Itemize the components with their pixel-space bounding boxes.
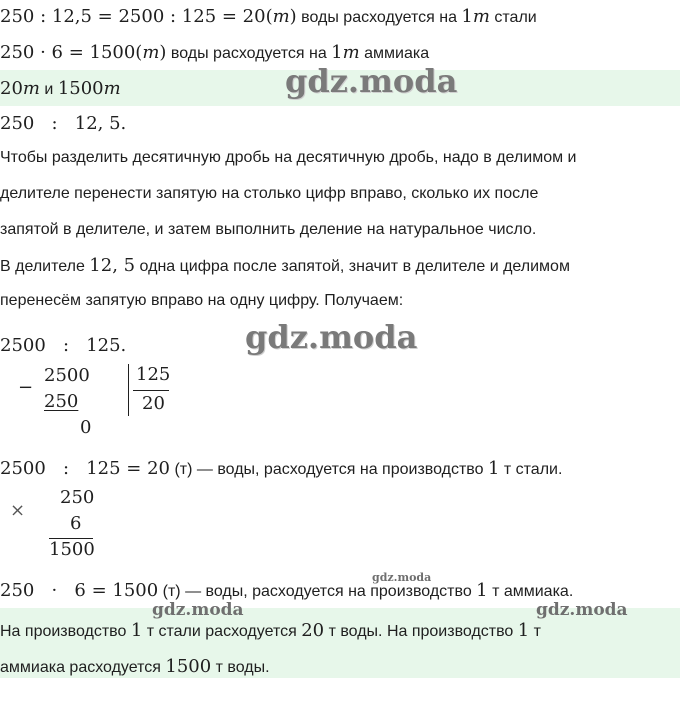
division-dividend: 2500: [44, 365, 90, 386]
watermark-logo: gdz.moda: [245, 318, 418, 356]
multiplication-factor-b: 6: [70, 513, 82, 534]
explanation-line-2: перенесём запятую вправо на одну цифру. Получаем:: [0, 292, 404, 309]
rule-line-2: делителе перенести запятую на столько цифр вправо, сколько их после: [0, 185, 539, 202]
watermark-logo: gdz.moda: [285, 62, 458, 100]
multiplication-product: 1500: [49, 539, 95, 560]
watermark-logo: gdz.moda: [372, 571, 432, 584]
result-steel: 2500 : 125 = 20 (т) — воды, расходуется на производство 1 т стали.: [0, 458, 563, 479]
division-minus-sign: −: [18, 377, 34, 398]
multiplication-sign: ×: [10, 500, 26, 521]
short-answer: 20m и 1500m: [0, 78, 121, 99]
final-answer-line-1: На производство 1 т стали расходуется 20 т воды. На производство 1 т: [0, 620, 541, 641]
rule-line-3: запятой в делителе, и затем выполнить деление на натуральное число.: [0, 221, 537, 238]
division-vertical-bar: [128, 364, 129, 416]
calc-line-water-per-ammonia: 250 · 6 = 1500(m) воды расходуется на 1m аммиака: [0, 42, 430, 63]
expression-transformed: 2500 : 125.: [0, 335, 127, 356]
result-ammonia: 250 · 6 = 1500 (т) — воды, расходуется на производство 1 т аммиака.: [0, 580, 574, 601]
rule-line-1: Чтобы разделить десятичную дробь на десятичную дробь, надо в делимом и: [0, 149, 577, 166]
division-subtrahend: 250: [44, 391, 79, 412]
division-quotient: 20: [142, 393, 165, 414]
calc-line-water-per-steel: 250 : 12,5 = 2500 : 125 = 20(m) воды расходуется на 1m стали: [0, 6, 537, 27]
watermark-logo: gdz.moda: [152, 600, 244, 620]
explanation-line-1: В делителе 12, 5 одна цифра после запятой, значит в делителе и делимом: [0, 255, 570, 276]
final-answer-line-2: аммиака расходуется 1500 т воды.: [0, 656, 270, 677]
watermark-logo: gdz.moda: [536, 600, 628, 620]
multiplication-factor-a: 250: [60, 487, 95, 508]
division-divisor: 125: [136, 364, 171, 385]
expression-original: 250 : 12, 5.: [0, 113, 127, 134]
division-remainder: 0: [80, 417, 92, 438]
division-divisor-line: [133, 390, 169, 391]
